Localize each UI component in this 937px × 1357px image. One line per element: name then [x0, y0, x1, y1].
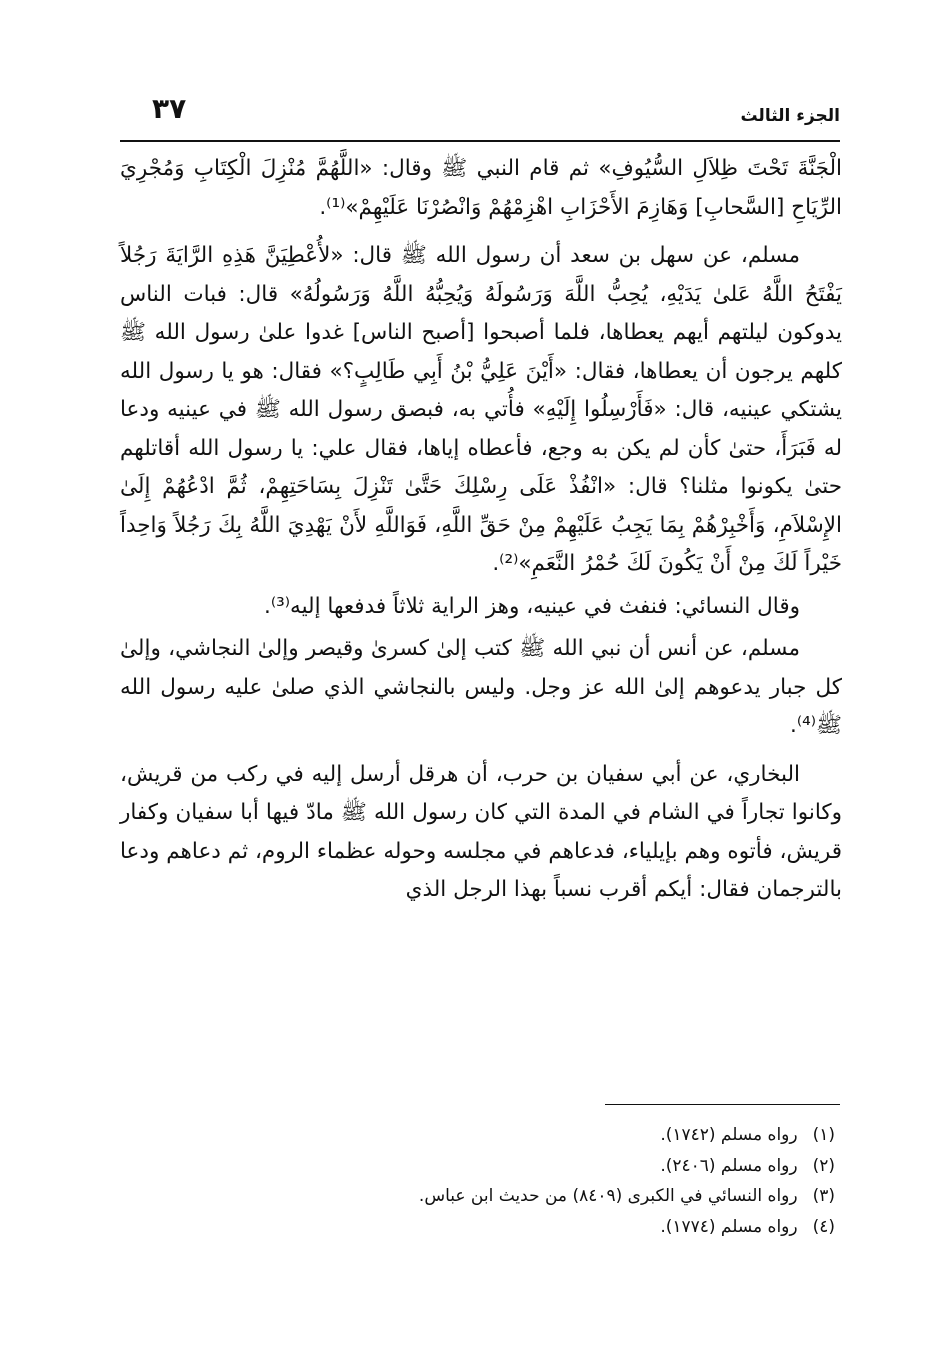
paragraph-nasai: وقال النسائي: فنفث في عينيه، وهز الراية ثلاثاً فدفعها إليه⁽³⁾. — [264, 593, 800, 619]
footnote-text: رواه مسلم (١٧٧٤). — [660, 1216, 798, 1237]
running-title: الجزء الثالث — [740, 106, 840, 126]
footnote-2 — [300, 1151, 835, 1182]
footnotes — [300, 1120, 835, 1242]
footnote-number: (٤) — [812, 1216, 835, 1237]
footnote-rule — [605, 1104, 840, 1105]
paragraph-muslim-anas: مسلم، عن أنس أن نبي الله ﷺ كتب إلىٰ كسرىٰ وقيصر وإلىٰ النجاشي، وإلىٰ كل جبار يدعوهم إلىٰ الله عز وجل. وليس بالنجاشي الذي صلىٰ عليه رسول الله ﷺ⁽⁴⁾. — [120, 636, 842, 738]
footnote-text: رواه النسائي في الكبرى (٨٤٠٩) من حديث ابن عباس. — [418, 1186, 798, 1206]
footnote-1 — [300, 1120, 835, 1151]
paragraph-muslim-sahl: مسلم، عن سهل بن سعد أن رسول الله ﷺ قال: «لأُعْطِيَنَّ هَذِهِ الرَّايَةَ رَجُلاً يَفْتَحُ اللَّهُ عَلىٰ يَدَيْهِ، يُحِبُّ اللَّهَ وَرَسُولَهُ وَيُحِبُّهُ اللَّهُ وَرَسُولُهُ» قال: فبات الناس يدوكون ليلتهم أيهم يعطاها، فلما أصبحوا [أصبح الناس] غدوا علىٰ رسول الله ﷺ كلهم يرجون أن يعطاها، فقال: «أَيْنَ عَلِيُّ بْنُ أَبِي طَالِبٍ؟» فقال: هو يا رسول الله يشتكي عينيه، قال: «فَأَرْسِلُوا إِلَيْهِ» فأُتي به، فبصق رسول الله ﷺ في عينيه ودعا له فَبَرَأَ، حتىٰ كأن لم يكن به وجع، فأعطاه إياها، فقال علي: يا رسول الله أقاتلهم حتىٰ يكونوا مثلنا؟ قال: «انْفُذْ عَلَى رِسْلِكَ حَتَّىٰ تَنْزِلَ بِسَاحَتِهِمْ، ثُمَّ ادْعُهُمْ إِلَىٰ الإِسْلاَمِ، وَأَخْبِرْهُمْ بِمَا يَجِبُ عَلَيْهِمْ مِنْ حَقِّ اللَّهِ، فَوَاللَّهِ لأَنْ يَهْدِيَ اللَّهُ بِكَ رَجُلاً وَاحِداً خَيْراً لَكَ مِنْ أَنْ يَكُونَ لَكَ حُمْرُ النَّعَمِ»⁽²⁾. — [120, 243, 842, 576]
footnote-text: رواه مسلم (١٧٤٢). — [660, 1125, 798, 1145]
paragraph-continuation: الْجَنَّةَ تَحْتَ ظِلاَلِ السُّيُوفِ» ثم قام النبي ﷺ وقال: «اللَّهُمَّ مُنْزِلَ الْكِتَابِ وَمُجْرِيَ الرِّيَاحِ [السَّحابِ] وَهَازِمَ الأَحْزَابِ اهْزِمْهُمْ وَانْصُرْنَا عَلَيْهِمْ»⁽¹⁾. — [120, 156, 842, 220]
footnote-number: (٢) — [812, 1155, 835, 1176]
footnote-number: (١) — [812, 1125, 835, 1145]
footnote-3 — [300, 1181, 835, 1212]
main-text — [120, 150, 842, 910]
footnote-text: رواه مسلم (٢٤٠٦). — [660, 1155, 798, 1176]
paragraph-bukhari: البخاري، عن أبي سفيان بن حرب، أن هرقل أرسل إليه في ركب من قريش، وكانوا تجاراً في الشام في المدة التي كان رسول الله ﷺ مادّ فيها أبا سفيان وكفار قريش، فأتوه وهم بإيلياء، فدعاهم في مجلسه وحوله عظماء الروم، ثم دعاهم ودعا بالترجمان فقال: أيكم أقرب نسباً بهذا الرجل الذي — [120, 761, 842, 902]
footnote-number: (٣) — [812, 1186, 835, 1206]
page-header — [130, 92, 840, 140]
footnote-4 — [300, 1212, 835, 1243]
header-rule — [120, 140, 840, 142]
page-number: ٣٧ — [152, 92, 187, 125]
